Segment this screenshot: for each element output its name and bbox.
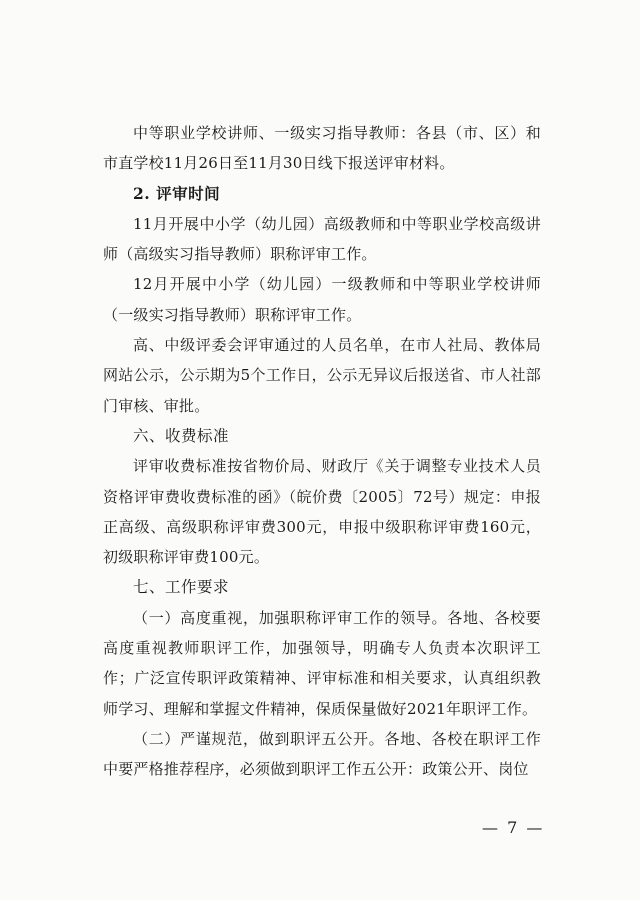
paragraph-december-review: 12月开展中小学（幼儿园）一级教师和中等职业学校讲师（一级实习指导教师）职称评审工作。 bbox=[103, 275, 541, 324]
paragraph-november-review: 11月开展中小学（幼儿园）高级教师和中等职业学校高级讲师（高级实习指导教师）职称评审工作。 bbox=[103, 214, 541, 264]
paragraph-fee-standards: 评审收费标准按省物价局、财政厅《关于调整专业技术人员资格评审费收费标准的函》（皖价费〔2005〕72号）规定：申报正高级、高级职称评审费300元，申报中级职称评审费160元，初级职称评审费100元。 bbox=[103, 457, 541, 567]
paragraph-requirement-two: （二）严谨规范，做到职评五公开。各地、各校在职评工作中要严格推荐程序，必须做到职评工作五公开：政策公开、岗位 bbox=[103, 729, 541, 779]
section-heading-requirements: 七、工作要求 bbox=[133, 578, 230, 597]
page-number: — 7 — bbox=[482, 818, 545, 837]
paragraph-requirement-one: （一）高度重视，加强职称评审工作的领导。各地、各校要高度重视教师职评工作，加强领导，明确专人负责本次职评工作；广泛宣传职评政策精神、评审标准和相关要求，认真组织教师学习、理解和掌握文件精神，保质保量做好2021年职评工作。 bbox=[103, 608, 541, 718]
subheading-review-time: 2. 评审时间 bbox=[133, 183, 221, 203]
section-heading-fees: 六、收费标准 bbox=[133, 426, 230, 445]
document-body bbox=[103, 118, 541, 785]
paragraph-submission-schedule: 中等职业学校讲师、一级实习指导教师：各县（市、区）和市直学校11月26日至11月30日线下报送评审材料。 bbox=[103, 124, 541, 173]
paragraph-publicity: 高、中级评委会评审通过的人员名单，在市人社局、教体局网站公示，公示期为5个工作日，公示无异议后报送省、市人社部门审核、审批。 bbox=[103, 336, 541, 415]
